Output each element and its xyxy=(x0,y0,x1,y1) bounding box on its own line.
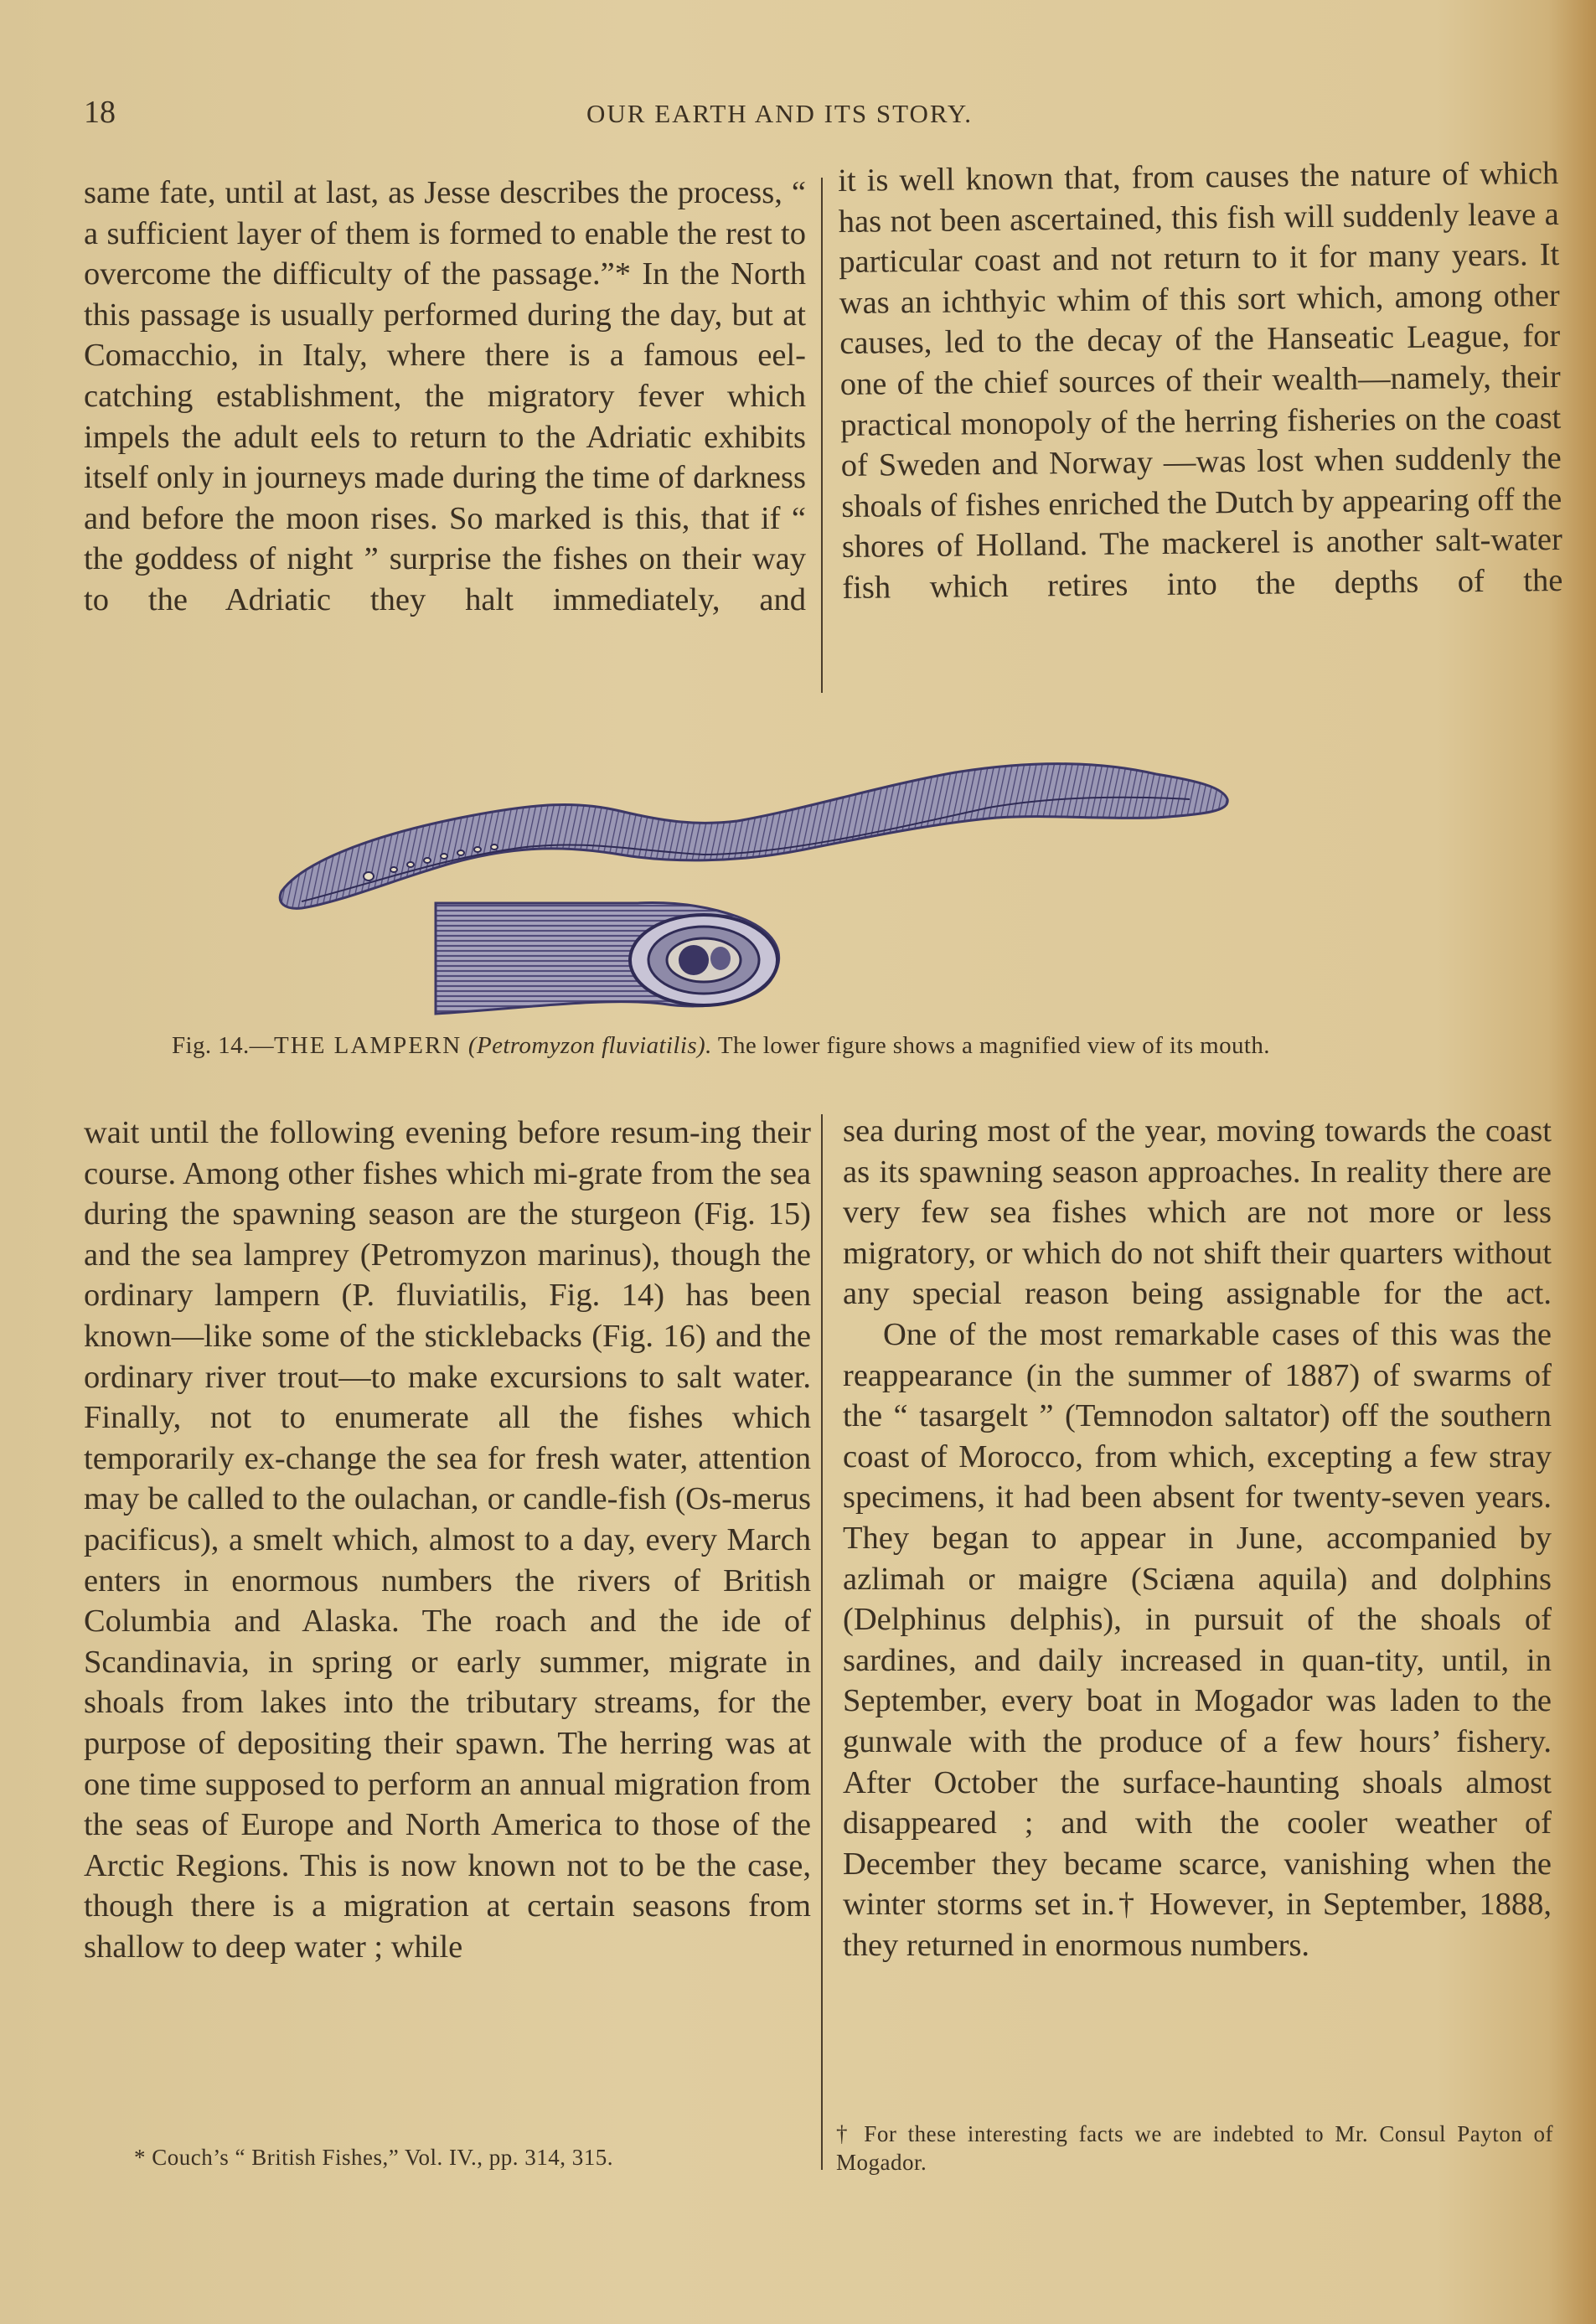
column-divider-bottom xyxy=(821,1114,823,2170)
lampern-body xyxy=(280,764,1227,909)
paragraph: same fate, until at last, as Jesse describes the process, “ a sufficient layer of them is formed to enable the rest to overcome the difficulty of the passage.”* In the North this passage is usually performed during the day, but at Comacchio, in Italy, where there is a famous eel-catching establishment, the migratory fever which impels the adult eels to return to the Adriatic exhibits itself only in journeys made during the time of darkness and before the moon rises. So marked is this, that if “ the goddess of night ” surprise the fishes on their way to the Adriatic they halt immediately, and xyxy=(84,175,806,617)
paragraph: wait until the following evening before resum-ing their course. Among other fishes which mi-grate from the sea during the spawning season are the sturgeon (Fig. 15) and the sea lamprey (Petromyzon marinus), though the ordinary lampern (P. fluviatilis, Fig. 14) has been known—like some of the sticklebacks (Fig. 16) and the ordinary river trout—to make excursions to salt water. Finally, not to enumerate all the fishes which temporarily ex-change the sea for fresh water, attention may be called to the oulachan, or candle-fish (Os-merus pacificus), a smelt which, almost to a day, every March enters in enormous numbers the rivers of British Columbia and Alaska. The roach and the ide of Scandinavia, in spring or early summer, migrate in shoals from lakes into the tributary streams, for the purpose of depositing their spawn. The herring was at one time supposed to perform an annual migration from the seas of Europe and North America to those of the Arctic Regions. This is now known not to be the case, though there is a migration at certain seasons from shallow to deep water ; while xyxy=(84,1115,811,1965)
caption-rest: The lower figure shows a magnified view of its mouth. xyxy=(717,1032,1270,1059)
caption-label: Fig. 14.— xyxy=(172,1032,275,1059)
paragraph: it is well known that, from causes the nature of which has not been ascertained, this fish will suddenly leave a particular coast and not return to it for many years. It was an ichthyic whim of this sort which, among other causes, led to the decay of the Hanseatic League, for one of the chief sources of their wealth—namely, their practical monopoly of the herring fisheries on the coast of Sweden and Norway —was lost when suddenly the shoals of fishes enriched the Dutch by appearing off the shores of Holland. The mackerel is another salt-water fish which retires into the depths of the xyxy=(838,155,1563,606)
caption-latin: (Petromyzon fluviatilis). xyxy=(467,1032,712,1059)
paragraph: sea during most of the year, moving towards the coast as its spawning season approaches. In reality there are very few sea fishes which are not more or less migratory, or which do not shift their quarters without any special reason being assignable for the act. xyxy=(843,1113,1552,1312)
footnote-left: * Couch’s “ British Fishes,” Vol. IV., pp. 314, 315. xyxy=(134,2145,614,2170)
page-number: 18 xyxy=(84,95,116,130)
text-column-top-right xyxy=(838,153,1563,609)
paragraph: One of the most remarkable cases of this was the reappearance (in the summer of 1887) of swarms of the “ tasargelt ” (Temnodon saltator) off the southern coast of Morocco, from which, excepting a few stray specimens, it had been absent for twenty-seven years. They began to appear in June, accompanied by azlimah or maigre (Sciæna aquila) and dolphins (Delphinus delphis), in pursuit of the shoals of sardines, and daily increased in quan-tity, until, in September, every boat in Mogador was laden to the gunwale with the produce of a few hours’ fishery. After October the surface-haunting shoals almost disappeared ; and with the cooler weather of December they became scarce, vanishing when the winter storms set in.† However, in September, 1888, they returned in enormous numbers. xyxy=(843,1316,1552,1963)
running-head xyxy=(84,94,1542,136)
caption-name: THE LAMPERN xyxy=(274,1032,462,1059)
text-column-bottom-left xyxy=(84,1113,811,1967)
text-column-top-left xyxy=(84,173,806,621)
figure-caption xyxy=(172,1032,1512,1060)
lampern-illustration xyxy=(268,737,1391,1039)
column-divider-top xyxy=(821,178,823,693)
text-column-bottom-right xyxy=(843,1111,1552,1965)
running-title: OUR EARTH AND ITS STORY. xyxy=(586,99,973,128)
footnote-right: † For these interesting facts we are indebted to Mr. Consul Payton of Mogador. xyxy=(836,2121,1553,2175)
